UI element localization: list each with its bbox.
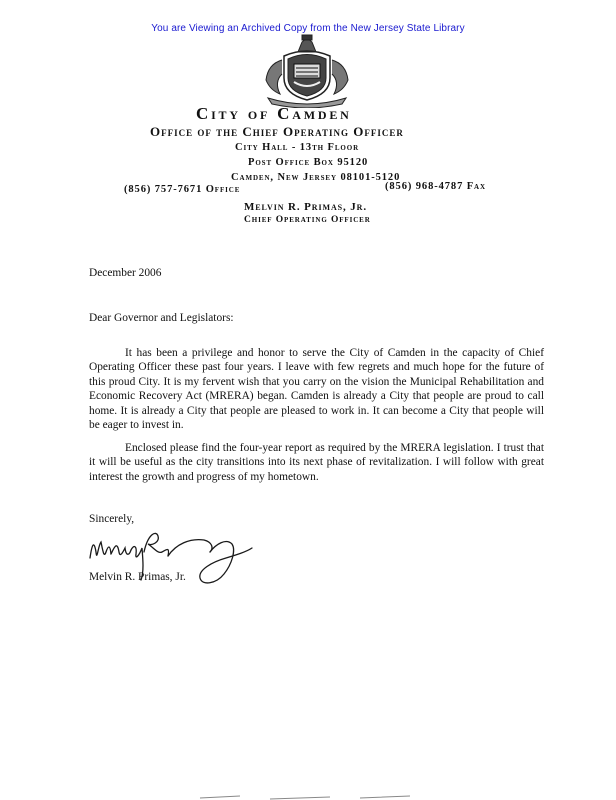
body-paragraph-2: Enclosed please find the four-year report as required by the MRERA legislation. I trust that it will be useful as the city transitions into its next phase of revitalization. I will follow with great interest the growth and progress of my hometown. [89,442,544,483]
letter-date: December 2006 [89,267,162,279]
signer-name: Melvin R. Primas, Jr. [89,571,186,583]
address-line-2: Post Office Box 95120 [248,157,369,168]
office-title: Office of the Chief Operating Officer [150,124,404,139]
officer-title: Chief Operating Officer [244,215,371,225]
archive-banner: You are Viewing an Archived Copy from the New Jersey State Library [151,23,465,34]
address-line-1: City Hall - 13th Floor [235,142,360,153]
city-name: City of Camden [196,104,352,123]
office-phone: (856) 757-7671 Office [124,184,241,195]
officer-name: Melvin R. Primas, Jr. [244,201,367,213]
closing: Sincerely, [89,513,135,525]
address-line-3: Camden, New Jersey 08101-5120 [231,172,401,183]
fax-number: (856) 968-4787 Fax [385,181,486,192]
salutation: Dear Governor and Legislators: [89,312,234,324]
scan-edge-mark [180,790,440,800]
city-seal-icon [258,34,356,108]
body-paragraph-1: It has been a privilege and honor to serve the City of Camden in the capacity of Chief Operating Officer these past four years. I leave with few regrets and much hope for the future of this proud City. It is my fervent wish that you carry on the vision the Municipal Rehabilitation and Economic Recovery Act (MRERA) began. Camden is already a City that people are proud to call home. It is already a City that people are pleased to work in. It can become a City that people will be eager to invest in. [89,347,544,432]
